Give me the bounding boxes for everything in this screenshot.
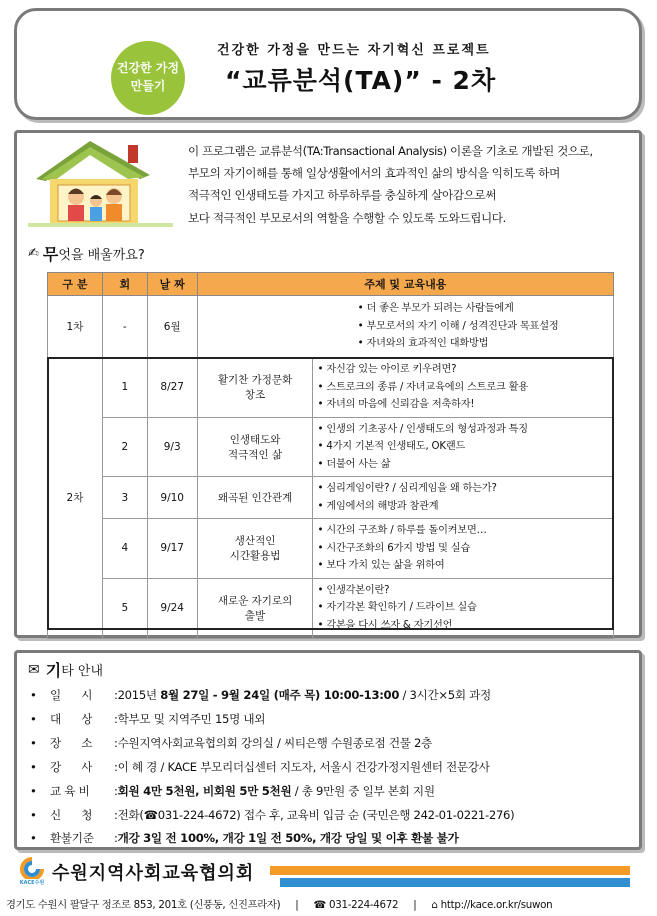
info-heading: [28, 658, 103, 681]
info-text: / 총 9만원 중 일부 본회 지원: [291, 783, 435, 798]
pen-icon: ✍: [28, 246, 39, 261]
content-item: • 시간의 구조화 / 하루를 돌이켜보면…: [317, 525, 487, 536]
topic-line: 인생태도와: [229, 433, 281, 446]
cell-topic: [197, 417, 313, 477]
org-name: 수원지역사회교육협의회: [52, 862, 255, 884]
learn-heading: [28, 242, 145, 265]
info-label: 신 청: [50, 807, 93, 822]
info-bold: 개강 3일 전 100%, 개강 1일 전 50%, 개강 당일 및 이후 환불 불가: [117, 831, 459, 846]
content-item: • 자녀와의 효과적인 대화방법: [357, 338, 489, 350]
cell-topic: [197, 358, 313, 418]
phone-icon: ☎: [313, 899, 326, 911]
footer-url[interactable]: http://kace.or.kr/suwon: [440, 899, 553, 911]
footer-address: 경기도 수원시 팔달구 정조로 853, 201호 (신풍동, 신진프라자): [6, 899, 281, 911]
topic-line: 왜곡된 인간관계: [217, 492, 293, 504]
cell-content: [197, 296, 613, 358]
cell-date: 9/24: [147, 578, 197, 638]
info-item: • 교 육 비 : 회원 4만 5천원, 비회원 5만 5천원 / 총 9만원 중 일부 본회 지원: [30, 780, 630, 804]
cell-date: 9/10: [147, 477, 197, 519]
info-bold: 8월 27일 - 9월 24일 (매주 목) 10:00-13:00: [160, 688, 400, 702]
content-item: • 보다 가치 있는 삶을 위하여: [317, 560, 445, 571]
intro-line: 부모의 자기이해를 통해 일상생활에서의 효과적인 삶의 방식을 익히도록 하며: [188, 166, 560, 181]
info-heading-rest: 타 안내: [61, 664, 104, 679]
kace-logo-icon: [18, 857, 46, 879]
intro-line: 이 프로그램은 교류분석(TA:Transactional Analysis) 이론을 기초로 개발된 것으로,: [188, 144, 593, 158]
info-text: 학부모 및 지역주민 15명 내외: [117, 711, 266, 726]
content-item: • 4가지 기본적 인생태도, OK랜드: [317, 441, 466, 452]
content-item: • 시간구조화의 6가지 방법 및 실습: [317, 542, 471, 554]
content-item: • 부모로서의 자기 이해 / 성격진단과 목표설정: [357, 320, 559, 332]
info-item: • 일 시 : 2015년 8월 27일 - 9월 24일 (매주 목) 10:00-13:00 / 3시간×5회 과정: [30, 684, 630, 708]
info-text: 전화(☎031-224-4672) 접수 후, 교육비 입금 순 (국민은행 242-01-0221-276): [117, 807, 515, 822]
table-row: [48, 296, 614, 358]
info-label: 장 소: [50, 735, 93, 750]
house-family-illustration: [28, 139, 173, 227]
cell-session: 2: [102, 417, 147, 477]
cell-content: [313, 477, 614, 519]
cell-session: -: [102, 296, 147, 358]
cell-group: 1차: [48, 296, 103, 358]
info-text: 수원지역사회교육협의회 강의실 / 씨티은행 수원종로점 건물 2층: [117, 735, 432, 750]
footer-phone: 031-224-4672: [328, 899, 399, 911]
table-row: [48, 358, 614, 418]
cell-content: [313, 417, 614, 477]
content-item: • 각본을 다시 쓰자 & 자기선언: [317, 619, 453, 631]
cell-session: 1: [102, 358, 147, 418]
cell-date: 6월: [147, 296, 197, 358]
cell-date: 9/3: [147, 417, 197, 477]
info-text: 2015년: [117, 688, 161, 702]
cell-group: 2차: [48, 358, 103, 639]
content-item: • 더 좋은 부모가 되려는 사람들에게: [357, 303, 514, 315]
content-item: • 자기각본 확인하기 / 드라이브 실습: [317, 602, 477, 614]
web-icon: ⌂: [431, 899, 438, 911]
content-item: • 자녀의 마음에 신뢰감을 저축하자!: [317, 399, 475, 410]
info-label: 일 시: [50, 688, 93, 702]
content-item: • 스트로크의 종류 / 자녀교육에의 스트로크 활용: [317, 381, 528, 393]
cell-content: [313, 519, 614, 579]
learn-heading-rest: 엇을 배울까요?: [58, 248, 145, 263]
blue-bar: [280, 878, 630, 887]
header-session: 회: [102, 273, 147, 296]
info-item: • 신 청 : 전화(☎031-224-4672) 접수 후, 교육비 입금 순 (국민은행 242-01-0221-276): [30, 804, 630, 828]
info-label: 대 상: [50, 711, 93, 726]
intro-line: 보다 적극적인 부모로서의 역할을 수행할 수 있도록 도와드립니다.: [188, 210, 506, 225]
content-item: • 인생각본이란?: [317, 584, 390, 596]
table-row: [48, 519, 614, 579]
learn-heading-first: 무: [42, 245, 59, 264]
content-item: • 자신감 있는 아이로 키우려면?: [317, 364, 457, 375]
header-category: 구 분: [48, 273, 103, 296]
content-item: • 게임에서의 해방과 참관계: [317, 500, 439, 512]
schedule-table: [47, 272, 614, 639]
info-label: 환불기준: [50, 831, 94, 846]
topic-line: 출발: [244, 610, 266, 622]
badge-line1: 건강한 가정: [116, 61, 180, 75]
cell-session: 5: [102, 578, 147, 638]
header-date: 날 짜: [147, 273, 197, 296]
banner-title: “교류분석(TA)” - 2차: [225, 66, 497, 95]
mail-icon: ✉: [28, 661, 40, 678]
cell-topic: [197, 477, 313, 519]
content-item: • 더불어 사는 삶: [317, 458, 391, 470]
badge: [111, 41, 185, 115]
banner-subtitle: 건강한 가정을 만드는 자기혁신 프로젝트: [217, 43, 491, 58]
intro-text: [188, 140, 628, 229]
topic-line: 생산적인: [234, 535, 276, 548]
table-row: [48, 417, 614, 477]
topic-line: 적극적인 삶: [228, 448, 283, 461]
content-item: • 인생의 기초공사 / 인생태도의 형성과정과 특징: [317, 423, 528, 435]
cell-topic: [197, 578, 313, 638]
topic-line: 창조: [244, 389, 266, 402]
cell-topic: [197, 519, 313, 579]
badge-line2: 만들기: [130, 79, 166, 93]
title-banner: [14, 8, 642, 120]
cell-session: 4: [102, 519, 147, 579]
cell-session: 3: [102, 477, 147, 519]
footer-contact: 경기도 수원시 팔달구 정조로 853, 201호 (신풍동, 신진프라자) | ☎ 031-224-4672 | ⌂ http://kace.or.kr/suwon: [6, 896, 552, 911]
table-header-row: [48, 273, 614, 296]
info-item: • 장 소 : 수원지역사회교육협의회 강의실 / 씨티은행 수원종로점 건물 2층: [30, 732, 630, 756]
logo-small-text: KACE수원: [19, 880, 45, 886]
info-list: [30, 684, 630, 851]
header-topic: 주제 및 교육내용: [197, 273, 613, 296]
cell-date: 9/17: [147, 519, 197, 579]
info-item: • 대 상 : 학부모 및 지역주민 15명 내외: [30, 708, 630, 732]
info-item: • 환불기준 : 개강 3일 전 100%, 개강 1일 전 50%, 개강 당일 및 이후 환불 불가: [30, 827, 630, 851]
intro-line: 적극적인 인생태도를 가지고 하루하루를 충실하게 살아감으로써: [188, 188, 497, 203]
cell-content: [313, 578, 614, 638]
content-item: • 심리게임이란? / 심리게임을 왜 하는가?: [317, 483, 497, 494]
info-item: • 강 사 : 이 혜 경 / KACE 부모리더십센터 지도자, 서울시 건강가정지원센터 전문강사: [30, 756, 630, 780]
kace-logo-mark: [18, 857, 46, 886]
table-row: [48, 477, 614, 519]
info-text: / 3시간×5회 과정: [399, 688, 491, 702]
topic-line: 활기찬 가정문화: [217, 374, 293, 387]
info-heading-first: 기: [45, 661, 62, 680]
topic-line: 시간활용법: [229, 550, 281, 563]
orange-bar: [270, 866, 630, 875]
info-bold: 회원 4만 5천원, 비회원 5만 5천원: [117, 783, 292, 798]
table-row: [48, 578, 614, 638]
topic-line: 새로운 자기로의: [217, 595, 293, 607]
cell-date: 8/27: [147, 358, 197, 418]
cell-content: [313, 358, 614, 418]
info-label: 강 사: [50, 759, 93, 774]
info-text: 이 혜 경 / KACE 부모리더십센터 지도자, 서울시 건강가정지원센터 전문강사: [117, 759, 490, 774]
org-logo: [18, 857, 254, 886]
info-label: 교 육 비: [50, 783, 90, 798]
